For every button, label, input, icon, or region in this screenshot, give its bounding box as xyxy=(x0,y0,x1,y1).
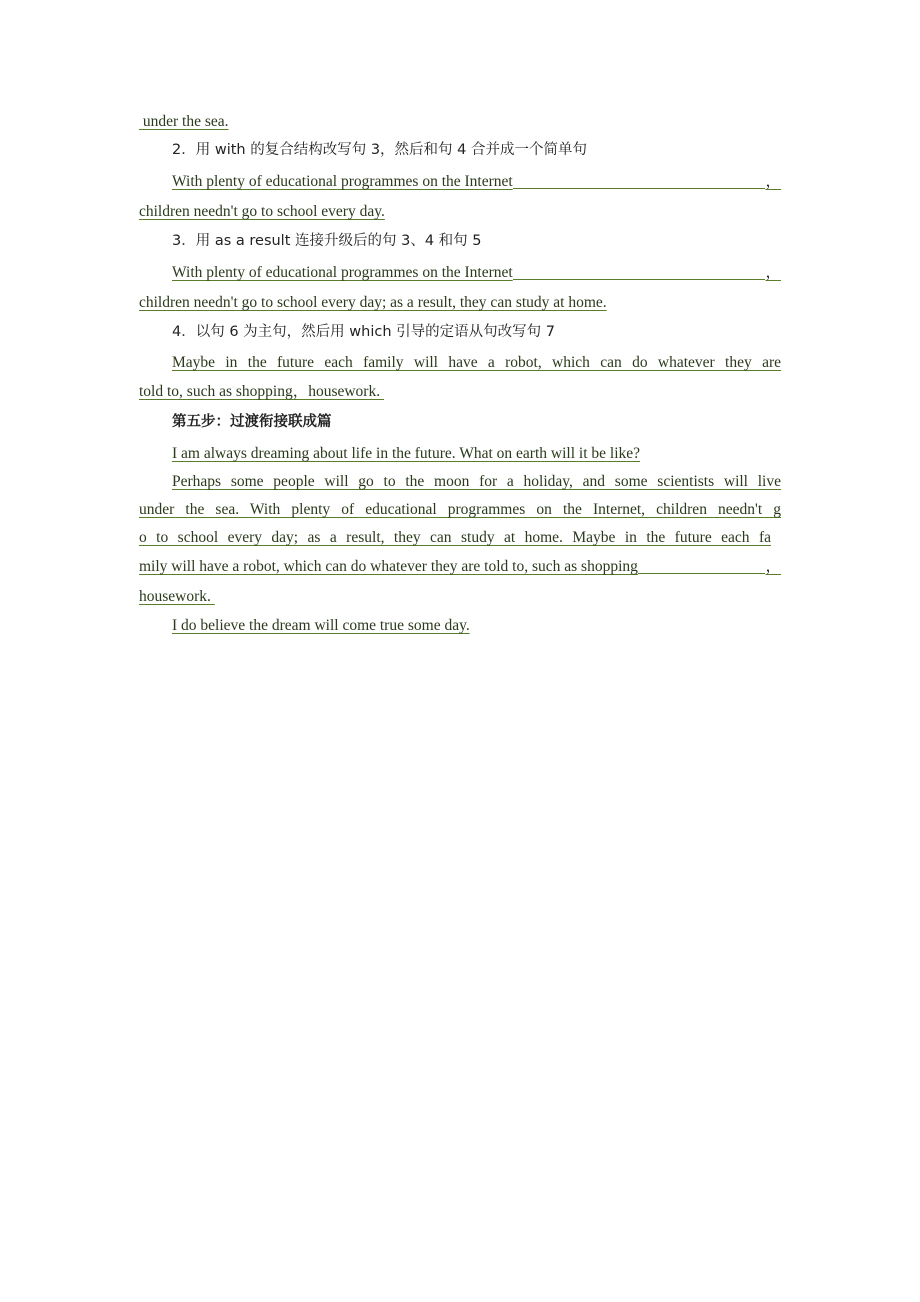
step5-intro: I am always dreaming about life in the future. What on earth will it be like? xyxy=(172,445,641,462)
task2-instruction: 2．用 with 的复合结构改写句 3，然后和句 4 合并成一个简单句 xyxy=(172,142,587,158)
task2-answer-text: With plenty of educational programmes on the Internet xyxy=(172,173,513,190)
task3-answer-line2: children needn't go to school every day; as a result, they can study at home. xyxy=(139,294,607,311)
comma: ， xyxy=(765,173,781,190)
task2-answer-line1 xyxy=(172,172,781,192)
task2-answer-line2: children needn't go to school every day. xyxy=(139,203,385,220)
step5-body-line: o to school every day; as a result, they can study at home. Maybe in the future each fa xyxy=(139,529,771,546)
task3-answer-text: With plenty of educational programmes on the Internet xyxy=(172,264,513,281)
blank-fill xyxy=(513,172,766,189)
task3-answer-line1 xyxy=(172,263,781,283)
task3-instruction: 3．用 as a result 连接升级后的句 3、4 和句 5 xyxy=(172,233,482,249)
step5-body-text: mily will have a robot, which can do whatever they are told to, such as shopping xyxy=(139,558,638,575)
step5-body-last: housework. xyxy=(139,588,215,605)
comma: ， xyxy=(765,558,781,575)
step5-heading: 第五步：过渡衔接联成篇 xyxy=(172,414,332,430)
task4-instruction: 4．以句 6 为主句，然后用 which 引导的定语从句改写句 7 xyxy=(172,324,555,340)
blank-fill xyxy=(513,263,766,280)
task4-answer-line2: told to, such as shopping，housework. xyxy=(139,383,384,400)
step5-body-line xyxy=(139,557,781,577)
blank-fill xyxy=(638,557,766,574)
step5-body-line: under the sea. With plenty of educational programmes on the Internet, children needn't g xyxy=(139,501,781,518)
step5-body-line: Perhaps some people will go to the moon for a holiday, and some scientists will live xyxy=(172,473,781,490)
step5-conclusion: I do believe the dream will come true some day. xyxy=(172,617,470,634)
previous-answer-tail: under the sea. xyxy=(139,113,229,130)
task4-answer-line1: Maybe in the future each family will have a robot, which can do whatever they are xyxy=(172,354,781,371)
comma: ， xyxy=(765,264,781,281)
